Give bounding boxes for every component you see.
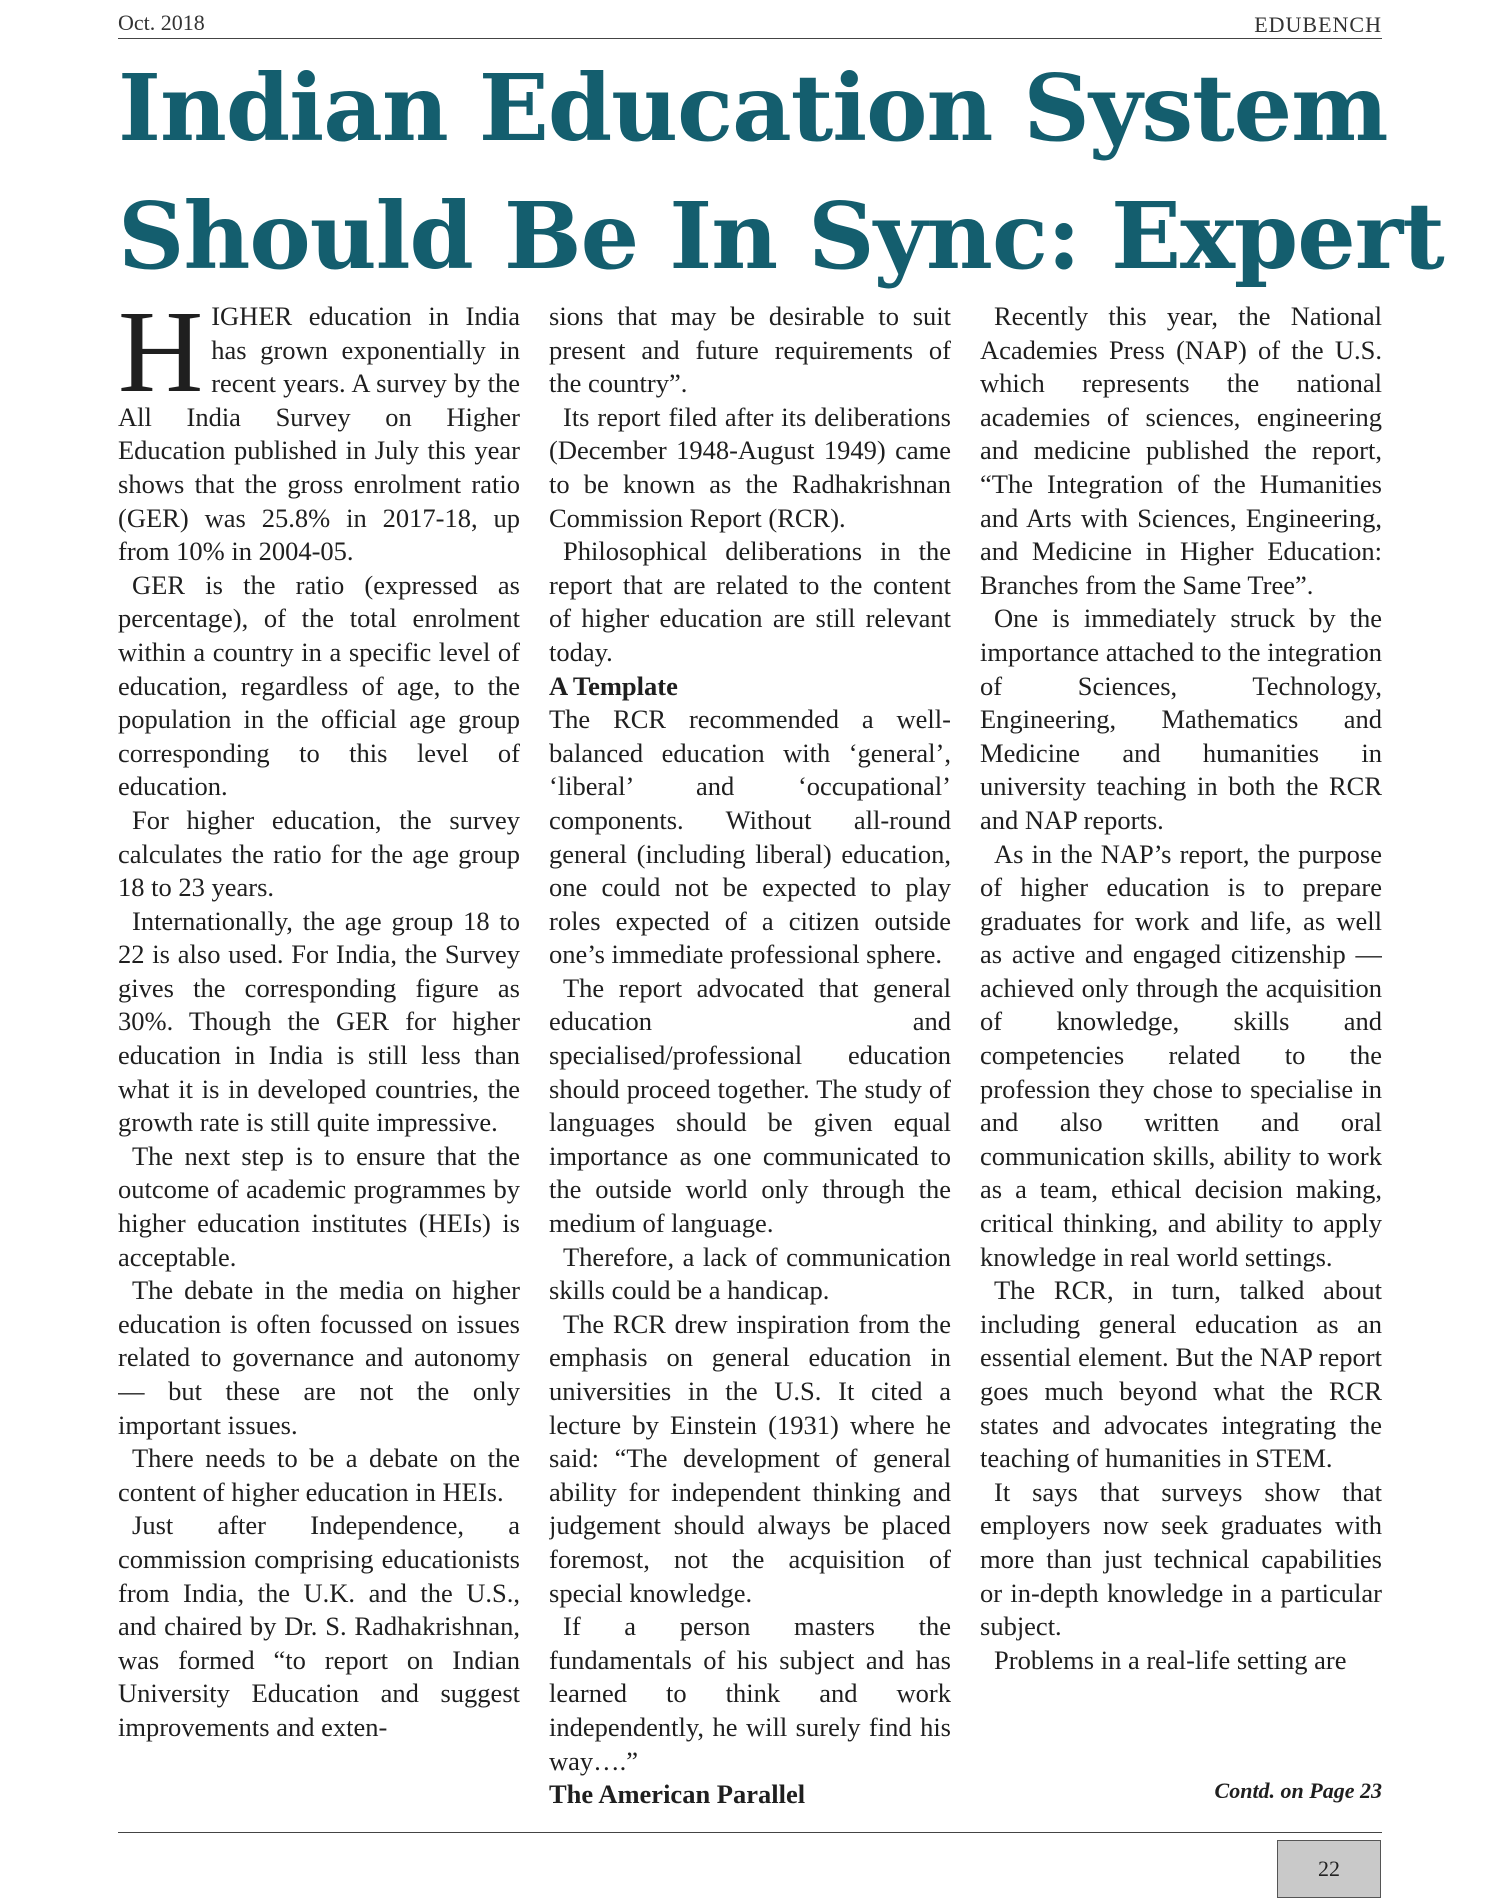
paragraph: Therefore, a lack of communication skills could be a handicap. (549, 1241, 951, 1306)
continued-link[interactable]: Contd. on Page 23 (1214, 1778, 1382, 1804)
paragraph: Just after Independence, a commission comprising educationists from India, the U.K. and the U.S., and chaired by Dr. S. Radhakrishnan, was formed “to report on Indian University Education and suggest improvements and exten- (118, 1510, 520, 1742)
paragraph (118, 300, 520, 569)
article-body (118, 300, 1382, 1820)
page-number-box (1277, 1840, 1381, 1898)
subheading-american-parallel: The American Parallel (549, 1779, 806, 1810)
column-1 (118, 300, 520, 1820)
paragraph: Philosophical deliberations in the report that are related to the content of higher education are still relevant today. (549, 536, 951, 667)
paragraph: sions that may be desirable to suit present and future requirements of the country”. (549, 301, 951, 399)
paragraph: For higher education, the survey calculates the ratio for the age group 18 to 23 years. (118, 804, 520, 903)
paragraph: The report advocated that general education and specialised/professional education should proceed together. The study of languages should be given equal importance as one communicated to the outside world only through the medium of language. (549, 972, 951, 1239)
paragraph: The RCR recommended a well-balanced education with ‘general’, ‘liberal’ and ‘occupational’ components. Without all-round general (including liberal) education, one could not be expected to play roles expected of a citizen outside one’s immediate professional sphere. (549, 704, 951, 970)
footer-divider (118, 1832, 1382, 1833)
paragraph: Problems in a real-life setting are (994, 1644, 1347, 1675)
paragraph-text: IGHER education in India has grown exponentially in recent years. A survey by the All India Survey on Higher Education published in July this year shows that the gross enrolment ratio (GER) was 25.8% in 2017-18, up from 10% in 2004-05. (118, 301, 520, 567)
paragraph: One is immediately struck by the importance attached to the integration of Sciences, Technology, Engineering, Mathematics and Medicine and humanities in university teaching in both the RCR and NAP reports. (980, 603, 1382, 835)
page-header (118, 8, 1382, 36)
paragraph: Its report filed after its deliberations (December 1948-August 1949) came to be known as the Radhakrishnan Commission Report (RCR). (549, 401, 951, 533)
paragraph: The RCR, in turn, talked about including general education as an essential element. But the NAP report goes much beyond what the RCR states and advocates integrating the teaching of humanities in STEM. (980, 1275, 1382, 1474)
publication-name: EDUBENCH (1254, 12, 1382, 37)
paragraph: The RCR drew inspiration from the emphasis on general education in universities in the U.S. It cited a lecture by Einstein (1931) where he said: “The development of general ability for independent thinking and judgement should always be placed foremost, not the acquisition of special knowledge. (549, 1308, 951, 1608)
header-divider (118, 38, 1382, 39)
column-2 (549, 300, 951, 1820)
page-number: 22 (1318, 1856, 1340, 1881)
subheading-template: A Template (549, 670, 678, 701)
article-headline (118, 44, 1444, 300)
paragraph: There needs to be a debate on the content of higher education in HEIs. (118, 1443, 520, 1507)
headline-line-2: Should Be In Sync: Expert (118, 182, 1444, 290)
headline-line-1: Indian Education System (118, 54, 1388, 162)
paragraph: As in the NAP’s report, the purpose of higher education is to prepare graduates for work and life, as well as active and engaged citizenship — achieved only through the acquisition of knowledge, skills and competencies related to the profession they chose to specialise in and also written and oral communication skills, ability to work as a team, ethical decision making, critical thinking, and ability to apply knowledge in real world settings. (980, 838, 1382, 1272)
issue-date: Oct. 2018 (118, 10, 205, 35)
paragraph: Recently this year, the National Academies Press (NAP) of the U.S. which represents the national academies of sciences, engineering and medicine published the report, “The Integration of the Humanities and Arts with Sciences, Engineering, and Medicine in Higher Education: Branches from the Same Tree”. (980, 301, 1382, 600)
column-3 (980, 300, 1382, 1820)
drop-cap: H (118, 300, 204, 417)
paragraph: Internationally, the age group 18 to 22 is also used. For India, the Survey gives the corresponding figure as 30%. Though the GER for higher education in India is still less than what it is in developed countries, the growth rate is still quite impressive. (118, 905, 520, 1138)
paragraph: GER is the ratio (expressed as percentage), of the total enrolment within a country in a specific level of education, regardless of age, to the population in the official age group corresponding to this level of education. (118, 569, 520, 802)
paragraph: The debate in the media on higher education is often focussed on issues related to governance and autonomy — but these are not the only important issues. (118, 1275, 520, 1440)
paragraph: If a person masters the fundamentals of his subject and has learned to think and work independently, he will surely find his way….” (549, 1611, 951, 1776)
paragraph: The next step is to ensure that the outcome of academic programmes by higher education institutes (HEIs) is acceptable. (118, 1140, 520, 1272)
paragraph: It says that surveys show that employers now seek graduates with more than just technical capabilities or in-depth knowledge in a particular subject. (980, 1476, 1382, 1642)
